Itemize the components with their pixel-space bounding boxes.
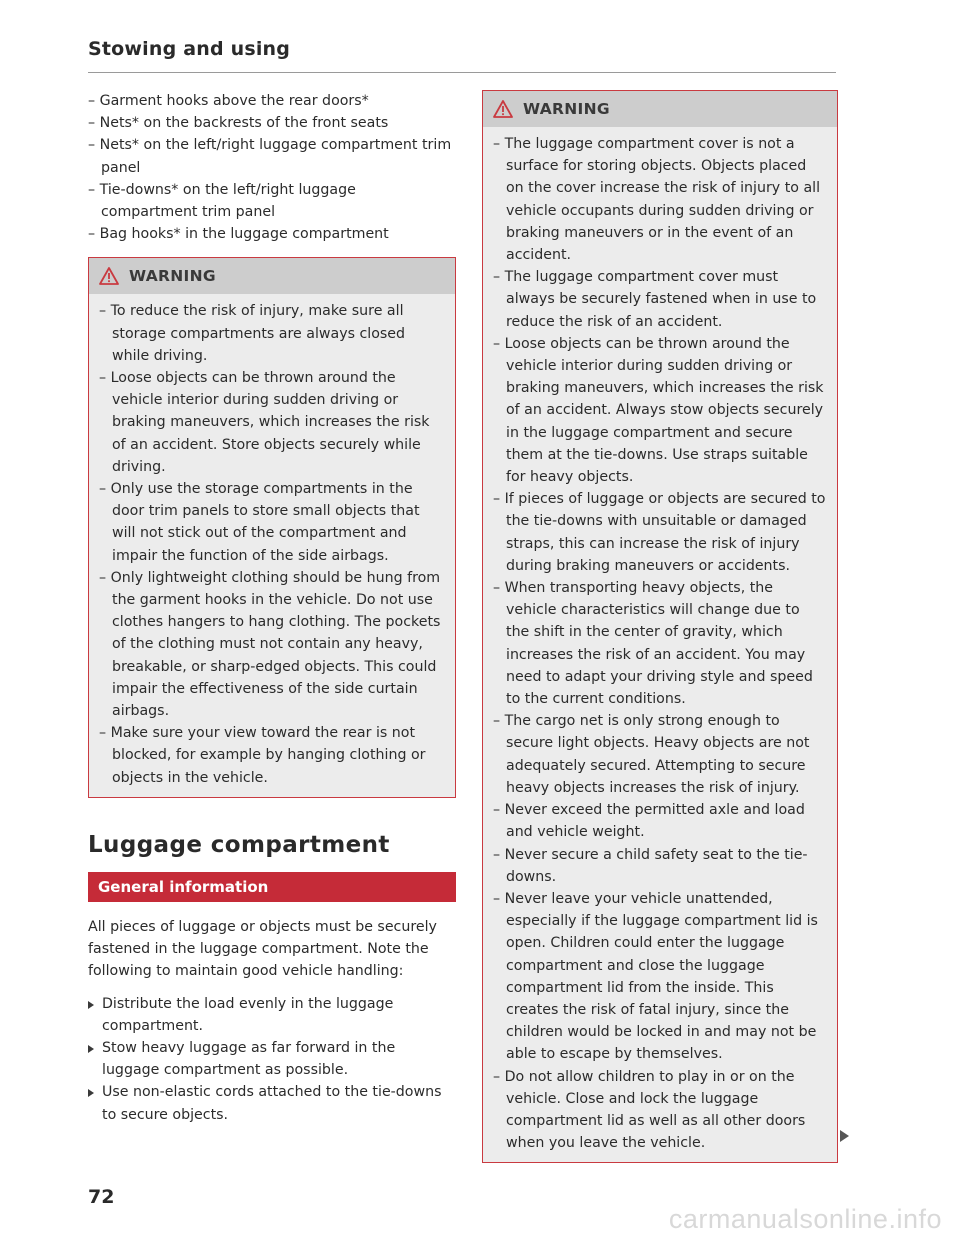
warning-item: – Loose objects can be thrown around the vehicle interior during sudden driving or braking maneuvers, which increases the risk of an accident. Always stow objects securely in the luggage compartment and secure them at the tie-downs. Use straps suitable for heavy objects. bbox=[493, 333, 827, 488]
subsection-title: General information bbox=[88, 872, 456, 902]
list-item: – Garment hooks above the rear doors* bbox=[88, 90, 456, 112]
page-number: 72 bbox=[88, 1186, 115, 1208]
warning-item: – Never leave your vehicle unattended, especially if the luggage compartment lid is open. Children could enter the luggage compartment and close the luggage compartment lid from the inside. This creates the risk of fatal injury, since the children would be locked in and may not be able to escape by themselves. bbox=[493, 888, 827, 1066]
warning-body bbox=[89, 294, 455, 796]
warning-title: WARNING bbox=[523, 100, 610, 118]
continue-arrow-icon bbox=[840, 1130, 849, 1142]
warning-item: – The luggage compartment cover must always be securely fastened when in use to reduce the risk of an accident. bbox=[493, 266, 827, 333]
list-item: – Bag hooks* in the luggage compartment bbox=[88, 223, 456, 245]
step-item: Distribute the load evenly in the luggage compartment. bbox=[88, 993, 456, 1037]
right-column bbox=[482, 90, 838, 1163]
step-list bbox=[88, 993, 456, 1126]
step-item: Use non-elastic cords attached to the tie-downs to secure objects. bbox=[88, 1081, 456, 1125]
warning-header bbox=[89, 258, 455, 294]
header-title: Stowing and using bbox=[88, 38, 291, 60]
warning-item: – If pieces of luggage or objects are secured to the tie-downs with unsuitable or damaged straps, this can increase the risk of injury during braking maneuvers or accidents. bbox=[493, 488, 827, 577]
warning-box-left bbox=[88, 257, 456, 797]
page-header bbox=[88, 38, 836, 73]
warning-item: – The luggage compartment cover is not a surface for storing objects. Objects placed on the cover increase the risk of injury to all vehicle occupants during sudden driving or braking maneuvers or in the event of an accident. bbox=[493, 133, 827, 266]
warning-item: – Do not allow children to play in or on the vehicle. Close and lock the luggage compartment lid as well as all other doors when you leave the vehicle. bbox=[493, 1066, 827, 1155]
warning-item: – Only use the storage compartments in the door trim panels to store small objects that will not stick out of the compartment and impair the function of the side airbags. bbox=[99, 478, 445, 567]
section-title: Luggage compartment bbox=[88, 831, 390, 858]
warning-title: WARNING bbox=[129, 267, 216, 286]
watermark: carmanualsonline.info bbox=[668, 1204, 942, 1234]
warning-item: – Make sure your view toward the rear is not blocked, for example by hanging clothing or objects in the vehicle. bbox=[99, 722, 445, 789]
warning-item: – Never secure a child safety seat to the tie-downs. bbox=[493, 844, 827, 888]
warning-triangle-icon bbox=[493, 100, 513, 118]
list-item: – Nets* on the left/right luggage compartment trim panel bbox=[88, 134, 456, 178]
step-arrow-icon bbox=[88, 1045, 94, 1053]
warning-body bbox=[483, 127, 837, 1162]
warning-box-right bbox=[482, 90, 838, 1163]
step-item: Stow heavy luggage as far forward in the luggage compartment as possible. bbox=[88, 1037, 456, 1081]
intro-paragraph: All pieces of luggage or objects must be securely fastened in the luggage compartment. Note the following to maintain good vehicle handling: bbox=[88, 918, 437, 980]
warning-item: – Only lightweight clothing should be hung from the garment hooks in the vehicle. Do not use clothes hangers to hang clothing. The pockets of the clothing must not contain any heavy, breakable, or sharp-edged objects. This could impair the effectiveness of the side curtain airbags. bbox=[99, 567, 445, 722]
warning-triangle-icon bbox=[99, 267, 119, 285]
intro-list bbox=[88, 90, 456, 245]
step-arrow-icon bbox=[88, 1001, 94, 1009]
warning-item: – The cargo net is only strong enough to secure light objects. Heavy objects are not adequately secured. Attempting to secure heavy objects increases the risk of injury. bbox=[493, 710, 827, 799]
step-arrow-icon bbox=[88, 1089, 94, 1097]
warning-item: – Loose objects can be thrown around the vehicle interior during sudden driving or braking maneuvers, which increases the risk of an accident. Store objects securely while driving. bbox=[99, 367, 445, 478]
left-column bbox=[88, 90, 456, 1126]
warning-item: – To reduce the risk of injury, make sure all storage compartments are always closed while driving. bbox=[99, 300, 445, 367]
list-item: – Tie-downs* on the left/right luggage compartment trim panel bbox=[88, 179, 456, 223]
warning-item: – Never exceed the permitted axle and load and vehicle weight. bbox=[493, 799, 827, 843]
warning-item: – When transporting heavy objects, the vehicle characteristics will change due to the shift in the center of gravity, which increases the risk of an accident. You may need to adapt your driving style and speed to the current conditions. bbox=[493, 577, 827, 710]
list-item: – Nets* on the backrests of the front seats bbox=[88, 112, 456, 134]
warning-header bbox=[483, 91, 837, 127]
header-rule bbox=[88, 72, 836, 73]
